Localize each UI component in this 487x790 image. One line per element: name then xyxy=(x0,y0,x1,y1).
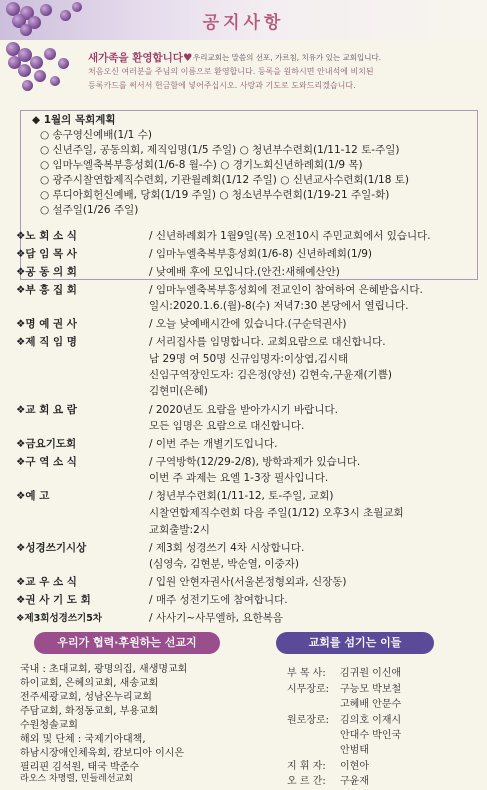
notice-continuation: 남 29명 여 50명 신규임명자:이상엽,김시태 xyxy=(149,353,349,365)
mission-line: 국내 : 초대교회, 광명의집, 새생명교회 xyxy=(20,664,188,675)
notice-label: ❖노 회 소 식 xyxy=(16,230,77,242)
staff-role: 원로장로: xyxy=(287,715,330,726)
grape-icon xyxy=(30,56,43,69)
notice-text: / 신년하례회가 1월9일(목) 오전10시 주민교회에서 있습니다. xyxy=(149,230,431,242)
welcome-title: 새가족을 환영합니다♥ xyxy=(88,52,193,64)
notice-label: ❖교 회 요 람 xyxy=(16,404,77,416)
mission-line: 주담교회, 화정동교회, 부용교회 xyxy=(20,706,159,717)
notice-continuation: 이번 주 과제는 요엘 1-3장 필사입니다. xyxy=(149,472,329,484)
staff-role: 부 목 사: xyxy=(287,668,326,679)
notice-continuation: 교회출발:2시 xyxy=(149,524,210,536)
notice-text: / 오늘 낮예배시간에 있습니다.(구순덕권사) xyxy=(149,318,347,330)
grape-icon xyxy=(44,48,56,60)
grape-icon xyxy=(34,70,46,82)
staff-names: 안범태 xyxy=(340,745,369,756)
notice-continuation: 신임구역장인도자: 김은정(양선) 김현숙,구윤재(기쁨) xyxy=(149,369,392,381)
mission-line: 수원청솔교회 xyxy=(20,720,78,731)
notice-text: / 2020년도 요람을 받아가시기 바랍니다. xyxy=(149,404,338,416)
notice-text: / 구역방학(12/29-2/8), 방학과제가 있습니다. xyxy=(149,456,361,468)
notice-text: / 청년부수련회(1/11-12, 토-주일, 교회) xyxy=(149,490,334,502)
monthly-plan-item: ○ 임마누엘축복부흥성회(1/6-8 월-수) ○ 경기노회신년하례회(1/9 목) xyxy=(40,159,363,171)
notice-label: ❖예 고 xyxy=(16,490,50,502)
notice-label: ❖구 역 소 식 xyxy=(16,456,77,468)
notice-label: ❖제 직 임 명 xyxy=(16,336,77,348)
mission-line: 하남시장애인체육회, 캄보디아 이시은 xyxy=(20,748,185,759)
notice-text: / 임마누엘축복부흥성회(1/6-8) 신년하례회(1/9) xyxy=(149,248,373,260)
notice-text: / 낮예배 후에 모입니다.(안건:새해예산안) xyxy=(149,266,340,278)
notice-label: ❖명 예 권 사 xyxy=(16,318,77,330)
notice-continuation: 모든 임명은 요람으로 대신합니다. xyxy=(149,420,305,432)
notice-continuation: 시찰연합제직수련회 다음 주일(1/12) 오후3시 초월교회 xyxy=(149,507,404,519)
staff-names: 고혜배 안문수 xyxy=(340,699,402,710)
notice-label: ❖담 임 목 사 xyxy=(16,248,77,260)
staff-role: 시무장로: xyxy=(287,684,330,695)
grape-icon xyxy=(50,76,60,86)
monthly-plan-item: ○ 광주시찰연합제직수련회, 기관월례회(1/12 주일) ○ 신년교사수련회(1/18 토) xyxy=(40,174,409,186)
notice-label: ❖성경쓰기시상 xyxy=(16,542,87,554)
grape-icon xyxy=(22,80,33,91)
monthly-plan-item: ○ 루디아회헌신예배, 당회(1/19 주일) ○ 청소년부수련회(1/19-21 주일-화) xyxy=(40,189,390,201)
staff-names: 김의호 이재시 xyxy=(340,715,402,726)
notice-continuation: 김현미(은혜) xyxy=(149,385,208,397)
staff-names: 이현아 xyxy=(340,761,369,772)
mission-line: 필리핀 김석원, 태국 박준수 xyxy=(20,762,139,773)
monthly-plan-item: ○ 신년주일, 공동의회, 제직임명(1/5 주일) ○ 청년부수련회(1/11-12 토-주일) xyxy=(40,144,400,156)
notice-text: / 임마누엘축복부흥성회에 전교인이 참여하여 은혜받읍시다. xyxy=(149,284,423,296)
staff-names: 구능모 박보철 xyxy=(340,684,402,695)
welcome-line: 처음오신 여러분을 주님의 이름으로 환영합니다. 등록을 원하시면 안내석에 비치된 xyxy=(88,67,374,76)
staff-names: 안대수 박인국 xyxy=(340,730,402,741)
staff-names: 김귀원 이신애 xyxy=(340,668,402,679)
welcome-subtitle: 우리교회는 말씀의 선포, 가르침, 치유가 있는 교회입니다. xyxy=(193,53,382,62)
notice-text: / 제3회 성경쓰기 4차 시상합니다. xyxy=(149,542,305,554)
notice-text: / 매주 성전기도에 참여합니다. xyxy=(149,594,288,606)
notice-text: / 입원 안현자권사(서울본정형외과, 신장동) xyxy=(149,576,347,588)
monthly-plan-heading: ◆ 1월의 목회계획 xyxy=(32,114,116,126)
staff-role: 지 휘 자: xyxy=(287,761,326,772)
notice-continuation: (심영숙, 김현분, 박순열, 이중자) xyxy=(149,558,299,570)
mission-line: 하이교회, 은혜의교회, 새송교회 xyxy=(20,678,159,689)
mission-line: 해외 및 단체 : 국제기아대책, xyxy=(20,734,146,745)
mission-line: 라오스 차명렬, 민들레선교회 xyxy=(20,774,133,784)
bullet-icon: ◆ xyxy=(32,114,41,126)
notice-label: ❖금요기도회 xyxy=(16,438,77,450)
notice-label: ❖교 우 소 식 xyxy=(16,576,77,588)
notice-label: ❖공 동 의 회 xyxy=(16,266,77,278)
missions-title-pill: 우리가 협력·후원하는 선교지 xyxy=(34,632,220,654)
notice-continuation: 일시:2020.1.6.(월)-8(수) 저녁7:30 본당에서 열립니다. xyxy=(149,300,409,312)
welcome-line: 등록카드를 써서서 헌금함에 넣어주십시오. 사랑과 기도로 도와드리겠습니다. xyxy=(88,81,356,90)
notice-text: / 사사기~사무엘하, 요한복음 xyxy=(149,612,283,624)
notice-label: ❖권 사 기 도 회 xyxy=(16,594,91,606)
mission-line: 전주세광교회, 성남온누리교회 xyxy=(20,692,152,703)
monthly-plan-item: ○ 송구영신예배(1/1 수) xyxy=(40,129,152,141)
grape-icon xyxy=(58,58,69,69)
grape-icon xyxy=(18,64,31,77)
notice-label: ❖부 흥 집 회 xyxy=(16,284,77,296)
notice-text: / 이번 주는 개별기도입니다. xyxy=(149,438,278,450)
notice-text: / 서리집사를 임명합니다. 교회요람으로 대신합니다. xyxy=(149,336,386,348)
monthly-plan-item: ○ 설주일(1/26 주일) xyxy=(40,204,139,216)
staff-role: 오 르 간: xyxy=(287,776,326,787)
notice-label: ❖제3회성경쓰기5차 xyxy=(16,613,102,624)
staff-names: 구윤재 xyxy=(340,776,369,787)
staff-title-pill: 교회를 섬기는 이들 xyxy=(276,632,434,654)
page-title: 공지사항 xyxy=(202,13,285,33)
